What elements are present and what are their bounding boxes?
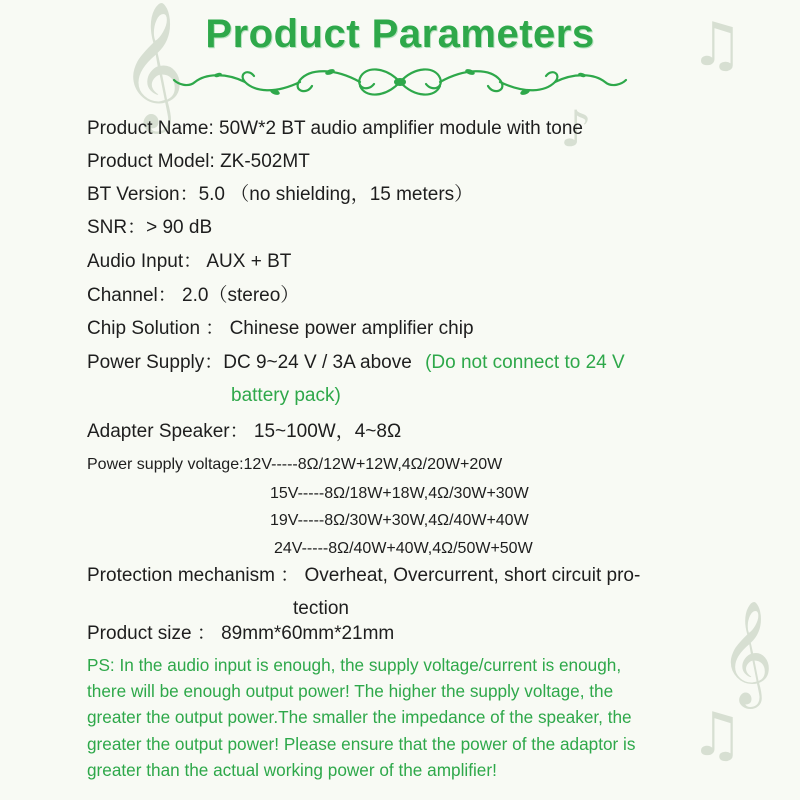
psv-line-15v: 15V-----8Ω/18W+18W,4Ω/30W+30W bbox=[270, 485, 529, 502]
ps-note-line: PS: In the audio input is enough, the supply voltage/current is enough, bbox=[87, 655, 622, 675]
music-note-icon: 𝄞 bbox=[720, 600, 774, 705]
param-product-model: Product Model: ZK-502MT bbox=[87, 151, 310, 172]
power-supply-value: Power Supply：DC 9~24 V / 3A above bbox=[87, 352, 412, 373]
param-bt-version: BT Version：5.0 （no shielding，15 meters） bbox=[87, 184, 474, 205]
param-product-size: Product size ： 89mm*60mm*21mm bbox=[87, 623, 395, 644]
ps-note-line: greater the output power.The smaller the impedance of the speaker, the bbox=[87, 707, 632, 728]
scroll-ornament-icon bbox=[170, 62, 630, 102]
ps-note bbox=[87, 652, 767, 783]
param-channel: Channel： 2.0（stereo） bbox=[87, 285, 300, 306]
ps-note-line: greater than the actual working power of the amplifier! bbox=[87, 759, 497, 780]
power-supply-warning: (Do not connect to 24 V bbox=[425, 352, 625, 373]
music-note-icon: ♫ bbox=[690, 10, 744, 80]
psv-line-24v: 24V-----8Ω/40W+40W,4Ω/50W+50W bbox=[274, 540, 533, 557]
param-power-supply bbox=[87, 351, 625, 375]
param-protection: Protection mechanism ： Overheat, Overcurrent, short circuit pro- bbox=[87, 565, 641, 586]
param-snr: SNR：> 90 dB bbox=[87, 217, 213, 238]
param-product-name: Product Name: 50W*2 BT audio amplifier module with tone bbox=[87, 118, 584, 139]
power-supply-warning-cont: battery pack) bbox=[231, 385, 341, 406]
param-adapter-speaker: Adapter Speaker： 15~100W，4~8Ω bbox=[87, 421, 402, 442]
psv-line-12v: Power supply voltage:12V-----8Ω/12W+12W,4Ω/20W+20W bbox=[87, 456, 503, 473]
param-audio-input: Audio Input： AUX + BT bbox=[87, 251, 292, 272]
param-protection-cont: tection bbox=[293, 598, 349, 619]
ps-note-line: greater the output power! Please ensure that the power of the adaptor is bbox=[87, 733, 636, 754]
psv-line-19v: 19V-----8Ω/30W+30W,4Ω/40W+40W bbox=[270, 512, 529, 529]
page-title: Product Parameters bbox=[205, 12, 595, 56]
music-note-icon: ♫ bbox=[690, 700, 744, 770]
ps-note-line: there will be enough output power! The higher the supply voltage, the bbox=[87, 681, 614, 702]
param-chip-solution: Chip Solution ： Chinese power amplifier chip bbox=[87, 318, 474, 339]
music-note-icon: ♪ bbox=[560, 100, 592, 158]
music-note-icon: 𝄞 bbox=[120, 0, 186, 128]
